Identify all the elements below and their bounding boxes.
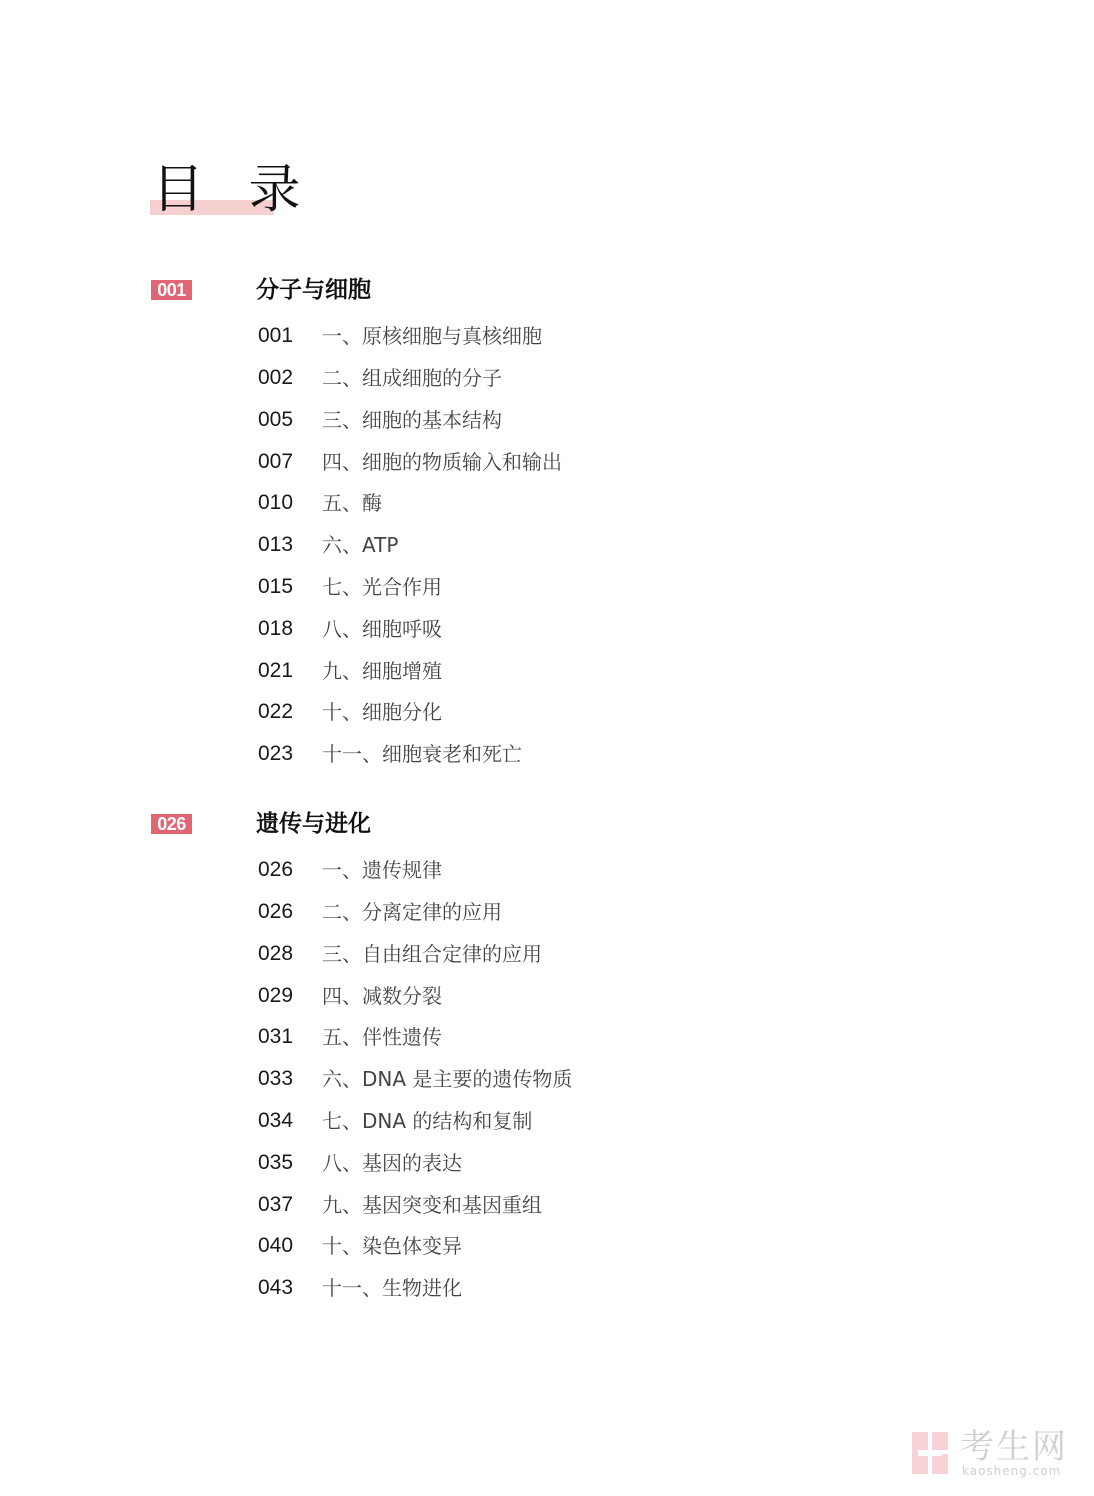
page-title-text: 目 录 — [152, 160, 315, 220]
entry-page-number: 034 — [258, 1109, 294, 1132]
entry-title: 四、减数分裂 — [322, 984, 442, 1008]
entry-page-number: 013 — [258, 533, 294, 556]
entry-page-number: 031 — [258, 1025, 294, 1048]
entry-page-number: 023 — [258, 742, 294, 765]
watermark — [910, 1427, 1080, 1480]
entry-title: 二、组成细胞的分子 — [322, 366, 502, 390]
entry-page-number: 026 — [258, 900, 294, 923]
entry-title: 七、DNA 的结构和复制 — [322, 1109, 533, 1133]
entry-page-number: 028 — [258, 942, 294, 965]
entry-title: 八、基因的表达 — [322, 1151, 462, 1175]
entry-title: 九、基因突变和基因重组 — [322, 1193, 542, 1217]
entry-page-number: 022 — [258, 700, 294, 723]
section-title[interactable]: 分子与细胞 — [256, 277, 371, 303]
entry-page-number: 005 — [258, 408, 294, 431]
entry-title: 十、细胞分化 — [322, 700, 442, 724]
entry-title: 一、原核细胞与真核细胞 — [322, 324, 542, 348]
section-badge: 026 — [151, 814, 192, 834]
entry-title: 十一、细胞衰老和死亡 — [322, 742, 522, 766]
entry-page-number: 015 — [258, 575, 294, 598]
page-title — [150, 160, 315, 220]
entry-page-number: 002 — [258, 366, 294, 389]
entry-page-number: 037 — [258, 1193, 294, 1216]
entry-page-number: 043 — [258, 1276, 294, 1299]
entry-title: 六、DNA 是主要的遗传物质 — [322, 1067, 573, 1091]
entry-page-number: 029 — [258, 984, 294, 1007]
watermark-name: 考生网 — [960, 1427, 1068, 1467]
entry-title: 十一、生物进化 — [322, 1276, 462, 1300]
entry-page-number: 007 — [258, 450, 294, 473]
entry-page-number: 001 — [258, 324, 294, 347]
section-title[interactable]: 遗传与进化 — [256, 811, 371, 837]
entry-title: 八、细胞呼吸 — [322, 617, 442, 641]
entry-page-number: 018 — [258, 617, 294, 640]
kaosheng-logo-icon — [910, 1430, 950, 1476]
entry-title: 九、细胞增殖 — [322, 659, 442, 683]
entry-page-number: 021 — [258, 659, 294, 682]
entry-title: 七、光合作用 — [322, 575, 442, 599]
entry-title: 三、细胞的基本结构 — [322, 408, 502, 432]
entry-title: 四、细胞的物质输入和输出 — [322, 450, 562, 474]
section-badge: 001 — [151, 280, 192, 300]
entry-title: 五、酶 — [322, 491, 382, 515]
entry-title: 六、ATP — [322, 533, 399, 557]
watermark-url: kaosheng.com — [962, 1464, 1062, 1478]
entry-title: 一、遗传规律 — [322, 858, 442, 882]
entry-page-number: 035 — [258, 1151, 294, 1174]
entry-title: 十、染色体变异 — [322, 1234, 462, 1258]
entry-page-number: 026 — [258, 858, 294, 881]
entry-page-number: 040 — [258, 1234, 294, 1257]
entry-page-number: 010 — [258, 491, 294, 514]
entry-page-number: 033 — [258, 1067, 294, 1090]
entry-title: 三、自由组合定律的应用 — [322, 942, 542, 966]
entry-title: 二、分离定律的应用 — [322, 900, 502, 924]
entry-title: 五、伴性遗传 — [322, 1025, 442, 1049]
